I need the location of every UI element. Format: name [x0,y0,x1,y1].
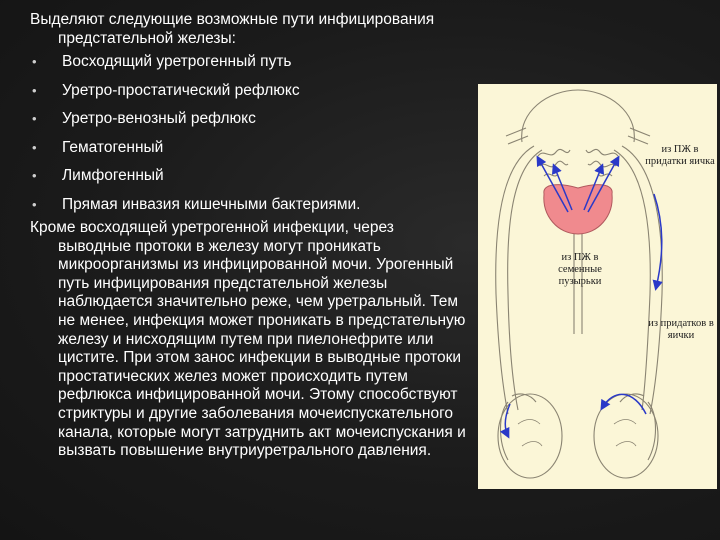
prostate [544,185,612,234]
bladder-outline [522,90,635,142]
list-item-label: Лимфогенный [62,167,164,184]
list-item [30,162,470,191]
slide-text-block [30,10,470,461]
list-item-label: Уретро-венозный рефлюкс [62,110,256,127]
bullet-icon: • [32,111,37,126]
infection-routes-list [30,48,470,219]
bullet-icon: • [32,82,37,98]
bullet-icon: • [32,54,37,69]
label-prostate-to-epididymis: из ПЖ в придатки яичка [645,144,715,167]
list-item-label: Гематогенный [62,138,164,156]
left-ureter [506,128,526,136]
right-epididymis [620,394,656,460]
right-ureter [630,128,650,136]
bullet-icon: • [32,168,37,183]
bullet-icon: • [32,196,37,212]
list-item [30,134,470,163]
label-epididymis-to-testes: из придатков в яички [648,318,714,341]
left-seminal-vesicle [538,149,570,176]
list-item [30,105,470,134]
list-item [30,191,470,220]
label-prostate-to-seminal-vesicles: из ПЖ в семенные пузырьки [558,252,602,287]
right-vas-deferens [622,146,662,414]
list-item [30,77,470,106]
right-seminal-vesicle [586,149,618,176]
list-item-label: Уретро-простатический рефлюкс [62,81,300,99]
list-item-label: Восходящий уретрогенный путь [62,53,292,70]
list-item [30,48,470,77]
intro-text: Выделяют следующие возможные пути инфицирования предстательной железы: [30,11,435,47]
list-item-label: Прямая инвазия кишечными бактериями. [62,195,361,213]
left-vas-deferens [496,146,534,414]
anatomy-figure [478,84,717,489]
body-paragraph: Кроме восходящей уретрогенной инфекции, через выводные протоки в железу могут проникать микроорганизмы из инфицированной мочи. Урогенный путь инфицирования предстательной железы наблюдается значительно реже, чем уретральный. Тем не менее, инфекция может проникать в предстательную железу и нисходящим путем при пиелонефрите или цистите. При этом занос инфекции в выводные протоки простатических желез может происходить путем рефлюкса инфицированной мочи. Этому способствуют стриктуры и другие заболевания мочеиспускательного канала, которые могут затруднить акт мочеиспускания и вызвать повышение внутриуретрального давления. [30,219,466,460]
bullet-icon: • [32,139,37,155]
